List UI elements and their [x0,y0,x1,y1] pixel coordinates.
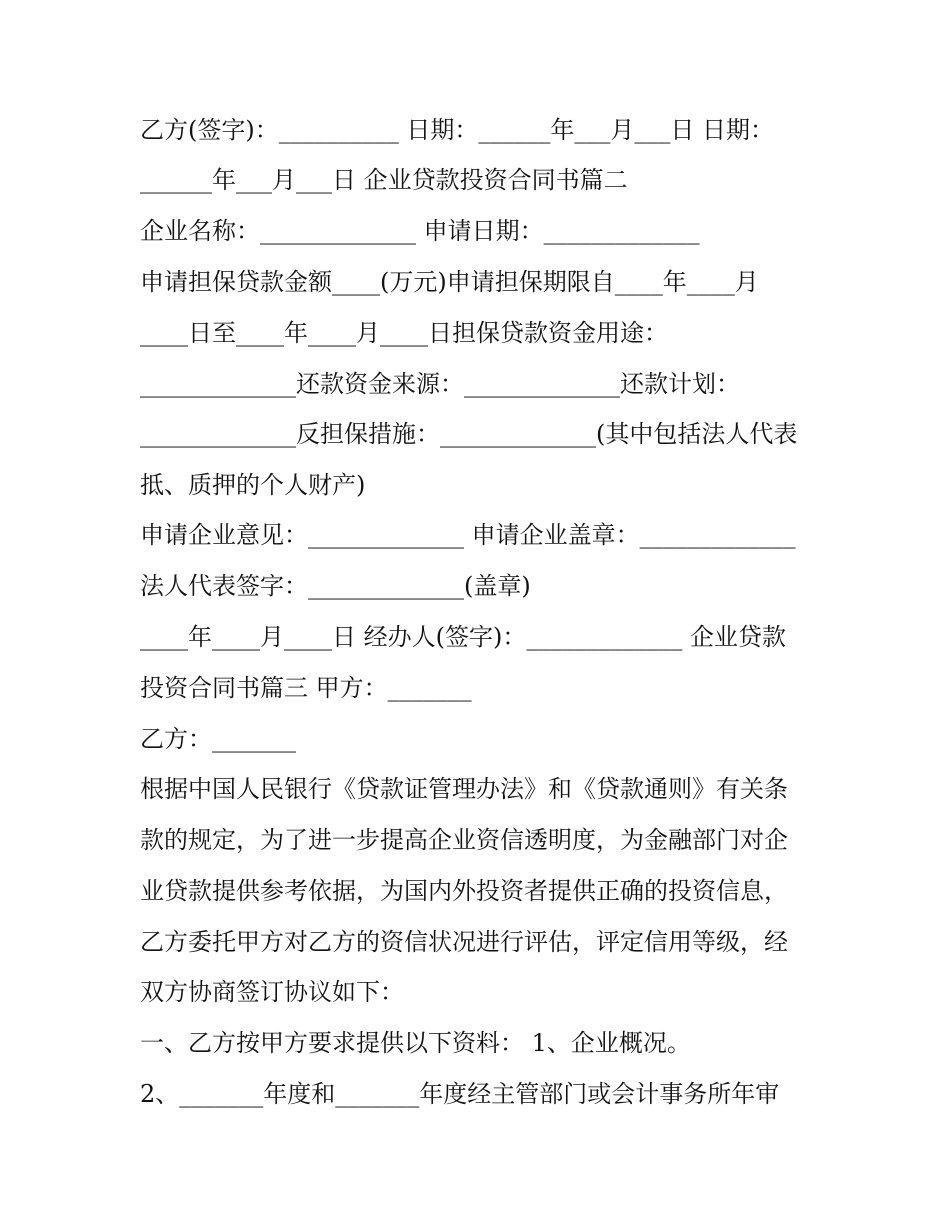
text-line: 投资合同书篇三 甲方：_______ [140,674,472,702]
text-line: 乙方委托甲方对乙方的资信状况进行评估，评定信用等级，经 [140,928,788,956]
text-line: 法人代表签字：_____________(盖章) [140,572,531,600]
text-line: _____________反担保措施：_____________(其中包括法人代表 [140,420,798,448]
text-line: 业贷款提供参考依据，为国内外投资者提供正确的投资信息， [140,877,788,905]
text-line: 申请担保贷款金额____(万元)申请担保期限自____年____月 [140,268,759,296]
text-line: 2、_______年度和_______年度经主管部门或会计事务所年审 [140,1080,780,1108]
text-line: ____日至____年____月____日担保贷款资金用途： [140,319,668,347]
text-line: 申请企业意见：_____________ 申请企业盖章：_____________ [140,521,796,549]
text-line: 一、乙方按甲方要求提供以下资料： 1、企业概况。 [140,1029,691,1057]
text-line: ____年____月____日 经办人(签字)：_____________ 企业贷款 [140,623,786,651]
text-line: 根据中国人民银行《贷款证管理办法》和《贷款通则》有关条 [140,775,788,803]
text-line: 乙方：_______ [140,725,296,753]
text-line: 企业名称：_____________ 申请日期：_____________ [140,217,700,245]
text-line: 抵、质押的个人财产) [140,471,366,499]
text-line: ______年___月___日 企业贷款投资合同书篇二 [140,166,628,194]
text-line: 款的规定，为了进一步提高企业资信透明度，为金融部门对企 [140,826,788,854]
text-line: 双方协商签订协议如下： [140,978,404,1006]
text-line: _____________还款资金来源：_____________还款计划： [140,370,740,398]
text-line: 乙方(签字)：__________ 日期：______年___月___日 日期： [140,116,774,144]
